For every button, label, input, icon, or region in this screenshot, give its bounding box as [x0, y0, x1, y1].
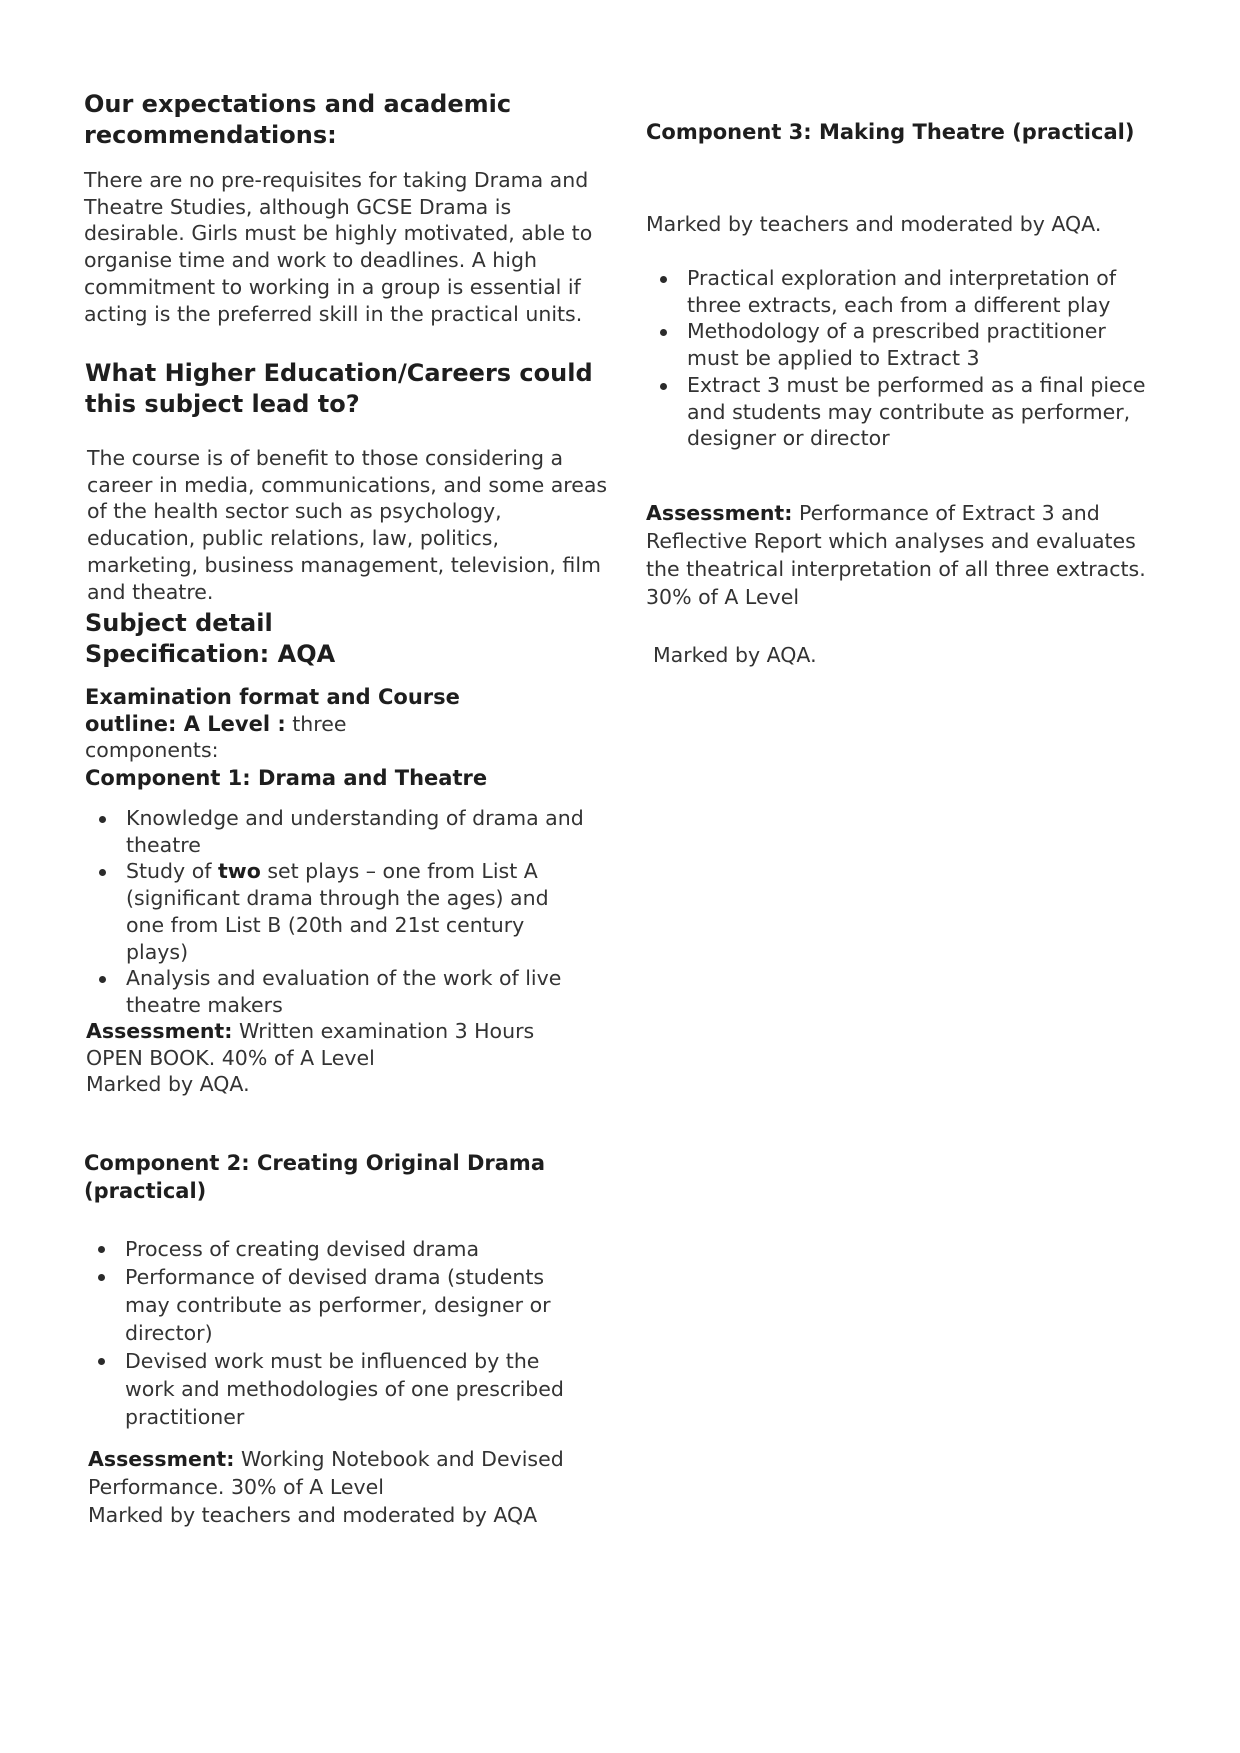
- assessment-label: Assessment:: [86, 1019, 233, 1043]
- list-item: Extract 3 must be performed as a final piece and students may contribute as performer, designer or director: [646, 372, 1156, 452]
- careers-body: The course is of benefit to those considering a career in media, communications, and some areas of the health sector such as psychology, education, public relations, law, politics, marketing, business management, television, film and theatre.: [87, 446, 608, 604]
- list-item: Process of creating devised drama: [84, 1235, 594, 1263]
- component3-marked-final: Marked by AQA.: [653, 643, 817, 667]
- list-item: Methodology of a prescribed practitioner must be applied to Extract 3: [646, 318, 1156, 371]
- assessment-text: Marked by AQA.: [86, 1072, 250, 1097]
- assessment-text: Marked by teachers and moderated by AQA: [88, 1503, 538, 1527]
- component2-bullets: [84, 1235, 594, 1431]
- bullet-text: set plays – one from List A (significant drama through the ages) and one from List B (20th and 21st century plays): [126, 859, 549, 964]
- list-item: [85, 858, 585, 965]
- subject-detail: [85, 608, 605, 670]
- list-item: Performance of devised drama (students may contribute as performer, designer or director): [84, 1263, 594, 1347]
- careers-heading: What Higher Education/Careers could this subject lead to?: [85, 359, 593, 418]
- component1-bullets: [85, 805, 585, 1019]
- assessment-label: Assessment:: [88, 1447, 235, 1471]
- bullet-text: Study of: [126, 859, 218, 884]
- exam-format-text: three components:: [85, 711, 347, 763]
- assessment-text: Working Notebook and Devised: [234, 1447, 564, 1471]
- component3-bullets: [646, 265, 1156, 452]
- bullet-bold-text: two: [217, 859, 261, 884]
- assessment-text: Performance of Extract 3 and Reflective Report which analyses and evaluates the theatrical interpretation of all three extracts. 30% of A Level: [646, 501, 1146, 609]
- list-item: Knowledge and understanding of drama and theatre: [85, 805, 585, 858]
- component1-assessment: [86, 1018, 586, 1098]
- expectations-body: There are no pre-requisites for taking Drama and Theatre Studies, although GCSE Drama is desirable. Girls must be highly motivated, able to organise time and work to deadlines. A high commitment to working in a group is essential if acting is the preferred skill in the practical units.: [84, 168, 593, 326]
- list-item: Devised work must be influenced by the work and methodologies of one prescribed practitioner: [84, 1347, 594, 1431]
- component3-heading: Component 3: Making Theatre (practical): [646, 120, 1135, 144]
- specification-line: Specification: AQA: [85, 640, 336, 668]
- subject-detail-title: Subject detail: [85, 609, 273, 637]
- component1-heading: Component 1: Drama and Theatre: [85, 766, 488, 790]
- component3-assessment: [646, 499, 1156, 611]
- component2-heading: Component 2: Creating Original Drama (practical): [84, 1151, 545, 1203]
- exam-format: [85, 684, 485, 764]
- component2-assessment: [88, 1445, 588, 1529]
- assessment-label: Assessment:: [646, 501, 793, 525]
- list-item: Analysis and evaluation of the work of live theatre makers: [85, 965, 585, 1018]
- list-item: Practical exploration and interpretation of three extracts, each from a different play: [646, 265, 1156, 318]
- component3-marked: Marked by teachers and moderated by AQA.: [646, 212, 1102, 236]
- exam-format-label: Examination format and Course outline: A Level :: [85, 685, 460, 736]
- assessment-text: OPEN BOOK. 40% of A Level: [86, 1045, 375, 1070]
- assessment-text: Written examination 3 Hours: [232, 1019, 535, 1043]
- assessment-text: Performance. 30% of A Level: [88, 1475, 384, 1499]
- expectations-heading: Our expectations and academic recommendations:: [84, 90, 512, 149]
